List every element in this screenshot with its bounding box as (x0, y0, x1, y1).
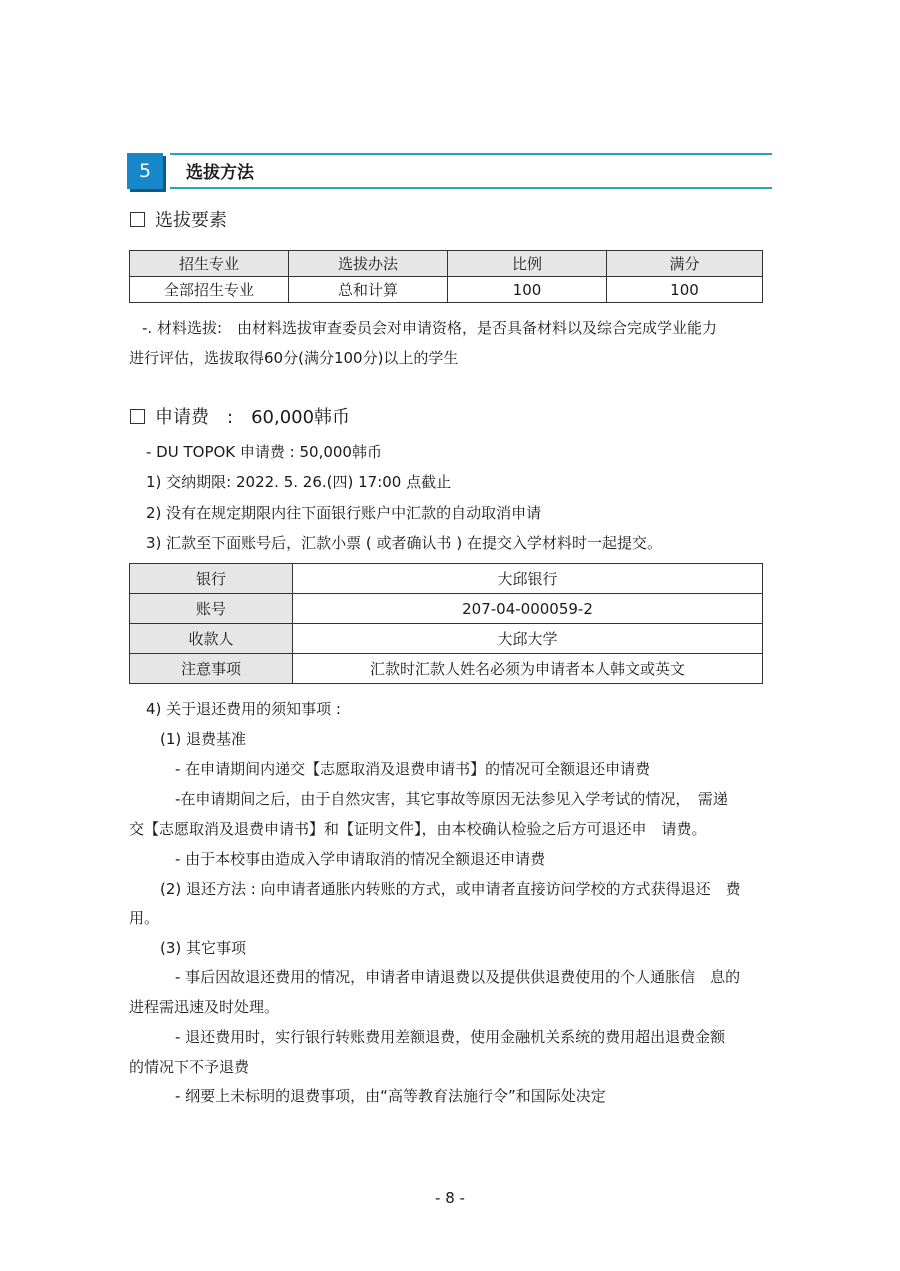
table-row (130, 624, 763, 654)
table-cell: 100 (607, 277, 763, 303)
bank-label-cell: 银行 (130, 564, 293, 594)
bank-value-cell: 大邱大学 (293, 624, 763, 654)
refund-method-a: (2) 退还方法 : 向申请者通胀内转账的方式，或申请者直接访问学校的方式获得退还 费 (160, 880, 741, 898)
refund-method-b: 用。 (129, 909, 160, 927)
refund-other-2b: 的情况下不予退费 (129, 1058, 250, 1076)
refund-criteria-1: - 在申请期间内递交【志愿取消及退费申请书】的情况可全额退还申请费 (175, 760, 651, 778)
checkbox-square-icon (130, 212, 145, 227)
fee-heading (130, 406, 350, 430)
section-bottom-rule (170, 187, 772, 189)
refund-criteria-3: - 由于本校事由造成入学申请取消的情况全额退还申请费 (175, 850, 546, 868)
table-cell: 100 (448, 277, 607, 303)
header-cell: 满分 (607, 251, 763, 277)
selection-heading (130, 209, 227, 233)
material-note-line2: 进行评估，选拔取得60分(满分100分)以上的学生 (129, 349, 459, 367)
refund-other-2a: - 退还费用时，实行银行转账费用差额退费，使用金融机关系统的费用超出退费金额 (175, 1028, 726, 1046)
section-number: 5 (127, 153, 163, 189)
header-cell: 选拔办法 (289, 251, 448, 277)
refund-criteria-2b: 交【志愿取消及退费申请书】和【证明文件】，由本校确认检验之后方可退还申 请费。 (129, 820, 707, 838)
selection-table-header (130, 251, 763, 277)
refund-title: 4) 关于退还费用的须知事项 : (146, 700, 341, 718)
fee-line: 2) 没有在规定期限内往下面银行账户中汇款的自动取消申请 (146, 504, 542, 522)
selection-table (129, 250, 763, 303)
section-top-rule (170, 153, 772, 155)
bank-value-cell: 大邱银行 (293, 564, 763, 594)
bank-label-cell: 注意事项 (130, 654, 293, 684)
table-row (130, 277, 763, 303)
bank-value-cell: 汇款时汇款人姓名必须为申请者本人韩文或英文 (293, 654, 763, 684)
table-row (130, 654, 763, 684)
table-cell: 全部招生专业 (130, 277, 289, 303)
material-note-line1: -. 材料选拔: 由材料选拔审查委员会对申请资格，是否具备材料以及综合完成学业能力 (142, 319, 718, 337)
fee-line: 1) 交纳期限: 2022. 5. 26.(四) 17:00 点截止 (146, 473, 452, 491)
table-row (130, 594, 763, 624)
selection-heading-text: 选拔要素 (155, 210, 227, 231)
table-row (130, 564, 763, 594)
table-cell: 总和计算 (289, 277, 448, 303)
checkbox-square-icon (130, 409, 145, 424)
fee-line: 3) 汇款至下面账号后，汇款小票 ( 或者确认书 ) 在提交入学材料时一起提交。 (146, 534, 662, 552)
refund-other-3: - 纲要上未标明的退费事项，由“高等教育法施行令”和国际处决定 (175, 1087, 606, 1105)
refund-criteria-title: (1) 退费基准 (160, 730, 247, 748)
bank-table (129, 563, 763, 684)
page-number: - 8 - (435, 1189, 465, 1207)
fee-line: - DU TOPOK 申请费 : 50,000韩币 (146, 443, 382, 461)
section-title: 选拔方法 (186, 163, 254, 183)
refund-criteria-2a: -在申请期间之后，由于自然灾害，其它事故等原因无法参见入学考试的情况， 需递 (175, 790, 728, 808)
header-cell: 比例 (448, 251, 607, 277)
refund-other-1a: - 事后因故退还费用的情况，申请者申请退费以及提供供退费使用的个人通胀信 息的 (175, 968, 741, 986)
refund-other-title: (3) 其它事项 (160, 939, 247, 957)
bank-value-cell: 207-04-000059-2 (293, 594, 763, 624)
bank-label-cell: 账号 (130, 594, 293, 624)
refund-other-1b: 进程需迅速及时处理。 (129, 998, 280, 1016)
bank-label-cell: 收款人 (130, 624, 293, 654)
header-cell: 招生专业 (130, 251, 289, 277)
fee-heading-text: 申请费 : 60,000韩币 (155, 407, 351, 428)
